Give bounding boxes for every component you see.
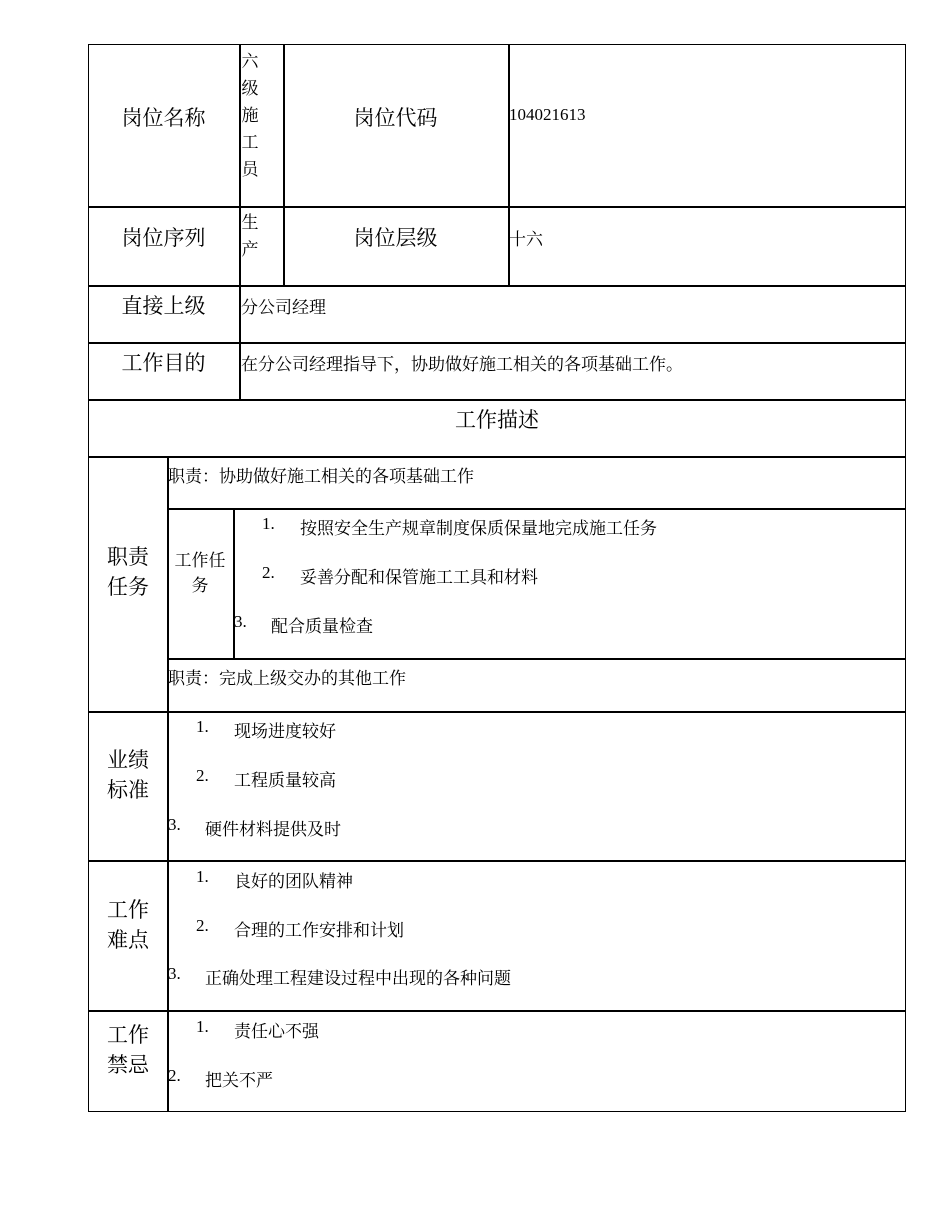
row-divider <box>88 711 906 713</box>
row-divider <box>88 1010 906 1012</box>
difficulty-item: 合理的工作安排和计划 <box>234 921 404 940</box>
row-divider <box>88 860 906 862</box>
taboo-number: 2. <box>168 1066 181 1085</box>
difficulty-number: 1. <box>196 867 209 886</box>
difficulty-number: 2. <box>196 916 209 935</box>
purpose-value: 在分公司经理指导下，协助做好施工相关的各项基础工作。 <box>241 355 683 374</box>
taboos-label: 工作禁忌 <box>107 1023 149 1077</box>
performance-number: 2. <box>196 766 209 785</box>
duties-label: 职责任务 <box>107 545 149 599</box>
post-code-label: 岗位代码 <box>353 106 438 130</box>
superior-label: 直接上级 <box>121 294 206 318</box>
task-item: 配合质量检查 <box>271 617 373 636</box>
row-divider <box>88 399 906 401</box>
duty-2: 职责：完成上级交办的其他工作 <box>168 669 406 688</box>
performance-label: 业绩标准 <box>107 748 149 802</box>
performance-item: 硬件材料提供及时 <box>205 820 341 839</box>
post-name-label: 岗位名称 <box>121 106 206 130</box>
post-code-value: 104021613 <box>509 105 586 124</box>
taboo-item: 责任心不强 <box>234 1022 319 1041</box>
post-series-label: 岗位序列 <box>121 226 206 250</box>
taboo-number: 1. <box>196 1017 209 1036</box>
duty-1: 职责：协助做好施工相关的各项基础工作 <box>168 467 474 486</box>
row-divider <box>88 206 906 208</box>
post-level-label: 岗位层级 <box>353 226 438 250</box>
performance-item: 工程质量较高 <box>234 771 336 790</box>
row-divider <box>88 456 906 458</box>
task-number: 1. <box>262 514 275 533</box>
taboo-item: 把关不严 <box>205 1071 273 1090</box>
performance-number: 1. <box>196 717 209 736</box>
difficulty-item: 良好的团队精神 <box>234 872 353 891</box>
difficulty-number: 3. <box>168 964 181 983</box>
purpose-label: 工作目的 <box>121 351 206 375</box>
task-item: 按照安全生产规章制度保质保量地完成施工任务 <box>300 519 657 538</box>
post-series-value: 生产 <box>241 213 259 259</box>
difficulty-item: 正确处理工程建设过程中出现的各种问题 <box>205 969 511 988</box>
row-divider <box>88 285 906 287</box>
performance-item: 现场进度较好 <box>234 722 336 741</box>
row-divider <box>88 342 906 344</box>
tasks-label: 工作任务 <box>174 551 226 595</box>
performance-number: 3. <box>168 815 181 834</box>
col-divider <box>233 508 235 658</box>
row-divider <box>167 508 906 510</box>
task-item: 妥善分配和保管施工工具和材料 <box>300 568 538 587</box>
post-name-value: 六级施工员 <box>241 52 259 179</box>
post-level-value: 十六 <box>509 230 543 249</box>
difficulties-label: 工作难点 <box>107 898 149 952</box>
row-divider <box>167 658 906 660</box>
superior-value: 分公司经理 <box>241 298 326 317</box>
task-number: 2. <box>262 563 275 582</box>
section-title: 工作描述 <box>455 408 539 432</box>
task-number: 3. <box>234 612 247 631</box>
